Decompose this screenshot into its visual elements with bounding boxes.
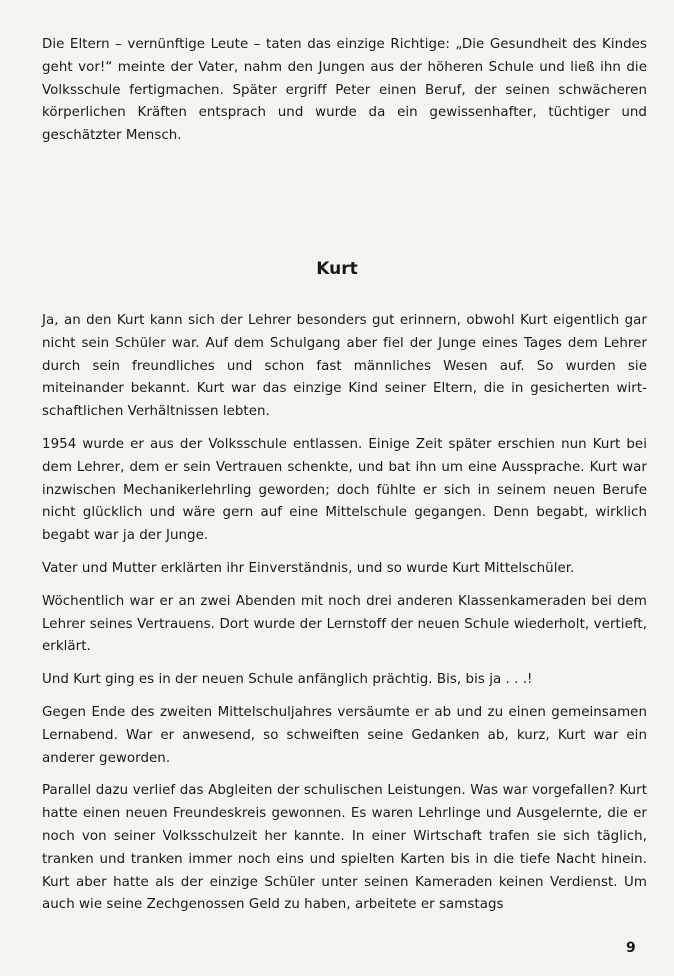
page-number: 9 (626, 940, 636, 956)
paragraph: Ja, an den Kurt kann sich der Lehrer besonders gut erinnern, obwohl Kurt eigentlich gar nicht sein Schüler war. Auf dem Schulgang aber fiel der Junge eines Tages dem Lehrer durch sein freundliches und schon fast männliches Wesen auf. So wurden sie miteinander bekannt. Kurt war das einzige Kind seiner Eltern, die in gesicherten wirtschaftlichen Verhältnissen lebten. (42, 313, 647, 420)
paragraph: Gegen Ende des zweiten Mittelschuljahres versäumte er ab und zu einen gemeinsamen Lernabend. War er anwesend, so schweiften seine Gedanken ab, kurz, Kurt war ein anderer geworden. (42, 704, 647, 766)
paragraph: Vater und Mutter erklärten ihr Einverständnis, und so wurde Kurt Mittelschüler. (42, 560, 575, 576)
intro-text (42, 34, 647, 148)
paragraph: Wöchentlich war er an zwei Abenden mit noch drei anderen Klassenkameraden bei dem Lehrer seines Vertrauens. Dort wurde der Lernstoff der neuen Schule wiederholt, vertieft, erklärt. (42, 593, 647, 655)
paragraph: Und Kurt ging es in der neuen Schule anfänglich prächtig. Bis, bis ja . . .! (42, 672, 533, 688)
paragraph: Parallel dazu verlief das Abgleiten der schulischen Leistungen. Was war vorgefallen? Kurt hatte einen neuen Freundeskreis gewonnen. Es waren Lehrlinge und Ausgelernte, die er noch von seiner Volksschulzeit her kannte. In einer Wirtschaft trafen sie sich täglich, tranken und tranken immer noch eins und spielten Karten bis in die tiefe Nacht hinein. Kurt aber hatte als der einzige Schüler unter seinen Kameraden keinen Verdienst. Um auch wie seine Zechgenossen Geld zu haben, arbeitete er samstags (42, 783, 647, 913)
section-title: Kurt (316, 259, 358, 279)
body-text (42, 310, 647, 927)
paragraph: 1954 wurde er aus der Volksschule entlassen. Einige Zeit später erschien nun Kurt bei dem Lehrer, dem er sein Vertrauen schenkte, und bat ihn um eine Aussprache. Kurt war inzwischen Mechanikerlehrling geworden; doch fühlte er sich in seinem neuen Berufe nicht glücklich und wäre gern auf eine Mittelschule gegangen. Denn begabt, wirklich begabt war ja der Junge. (42, 436, 647, 544)
intro-paragraph: Die Eltern – vernünftige Leute – taten das einzige Richtige: „Die Gesundheit des Kindes geht vor!“ meinte der Vater, nahm den Jungen aus der höheren Schule und ließ ihn die Volksschule fertigmachen. Später ergriff Peter einen Beruf, der seinen schwächeren körperlichen Kräften entsprach und wurde da ein gewissenhafter, tüchtiger und geschätzter Mensch. (42, 37, 647, 144)
